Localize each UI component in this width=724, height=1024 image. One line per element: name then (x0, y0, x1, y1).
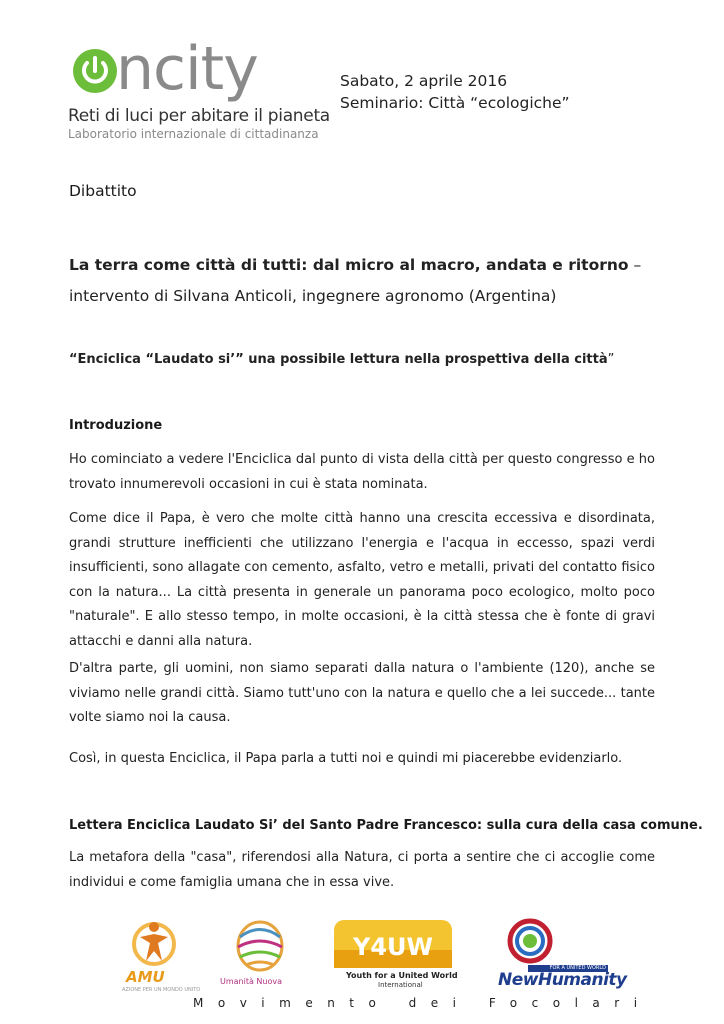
y4uw-sub: International (378, 981, 423, 989)
seminar-title: Seminario: Città “ecologiche” (340, 94, 570, 112)
y4uw-text: Y4UW (352, 933, 434, 961)
movimento-dei-focolari: Movimento dei Focolari (193, 996, 652, 1010)
amu-sublabel: AZIONE PER UN MONDO UNITO (122, 987, 201, 993)
amu-logo (118, 915, 201, 995)
nh-new: New (498, 970, 538, 990)
partner-logos (110, 915, 630, 995)
intro-heading: Introduzione (69, 418, 163, 433)
date-block (340, 70, 570, 114)
headline (69, 250, 669, 312)
y4uw-banner-icon (334, 920, 452, 968)
paragraph: D'altra parte, gli uomini, non siamo separati dalla natura o l'ambiente (120), anche se viviamo nelle grandi città. Siamo tutt'uno con la natura e quello che a lei succede... tante volte siamo noi la causa. (69, 661, 655, 725)
y4uw-logo (334, 915, 458, 995)
logo-word: ncity (116, 34, 258, 104)
power-icon (72, 48, 118, 94)
oncity-logo (66, 34, 330, 150)
lettera-paragraph: La metafora della "casa", riferendosi alla Natura, ci porta a sentire che ci accoglie come individui e come famiglia umana che in essa vive. (69, 850, 655, 890)
nh-bar: FOR A UNITED WORLD (528, 965, 608, 972)
section-title: Dibattito (69, 182, 137, 200)
headline-rest: – intervento di Silvana Anticoli, ingegnere agronomo (Argentina) (69, 256, 642, 305)
logo-tagline: Reti di luci per abitare il pianeta (68, 106, 330, 126)
amu-figure-icon (124, 917, 184, 971)
lettera-heading: Lettera Enciclica Laudato Si’ del Santo Padre Francesco: sulla cura della casa comune. (69, 818, 703, 833)
y4uw-title: Youth for a United World (346, 971, 458, 980)
nh-label (498, 970, 627, 990)
subtitle-end: ” (607, 352, 615, 367)
nh-humanity: Humanity (537, 970, 627, 990)
paragraph: Così, in questa Enciclica, il Papa parla a tutti noi e quindi mi piacerebbe evidenziarlo. (69, 751, 623, 766)
date: Sabato, 2 aprile 2016 (340, 72, 508, 90)
logo-subtitle: Laboratorio internazionale di cittadinanza (68, 127, 319, 141)
new-humanity-globe-icon (506, 917, 554, 965)
subtitle-bold: “Enciclica “Laudato si’” una possibile lettura nella prospettiva della città (69, 352, 608, 367)
paragraph: Come dice il Papa, è vero che molte città hanno una crescita eccessiva e disordinata, grandi strutture inefficienti che utilizzano l'energia e l'acqua in eccesso, spazi verdi insufficienti, sono allagate con cemento, asfalto, vetro e metalli, privati del contatto fisico con la natura... La città presenta in generale un panorama poco ecologico, molto poco "naturale". E allo stesso tempo, in molte occasioni, è la città stessa che è fonte di gravi attacchi e danni alla natura. (69, 511, 655, 649)
subtitle (69, 352, 614, 367)
new-humanity-logo (498, 915, 627, 995)
paragraph: Ho cominciato a vedere l'Enciclica dal punto di vista della città per questo congresso e ho trovato innumerevoli occasioni in cui è stata nominata. (69, 452, 655, 492)
amu-label: AMU (126, 968, 165, 986)
umanita-nuova-icon (230, 917, 290, 975)
umanita-nuova-logo (220, 915, 300, 995)
umanita-nuova-label: Umanità Nuova (220, 977, 283, 986)
headline-bold: La terra come città di tutti: dal micro al macro, andata e ritorno (69, 256, 629, 274)
